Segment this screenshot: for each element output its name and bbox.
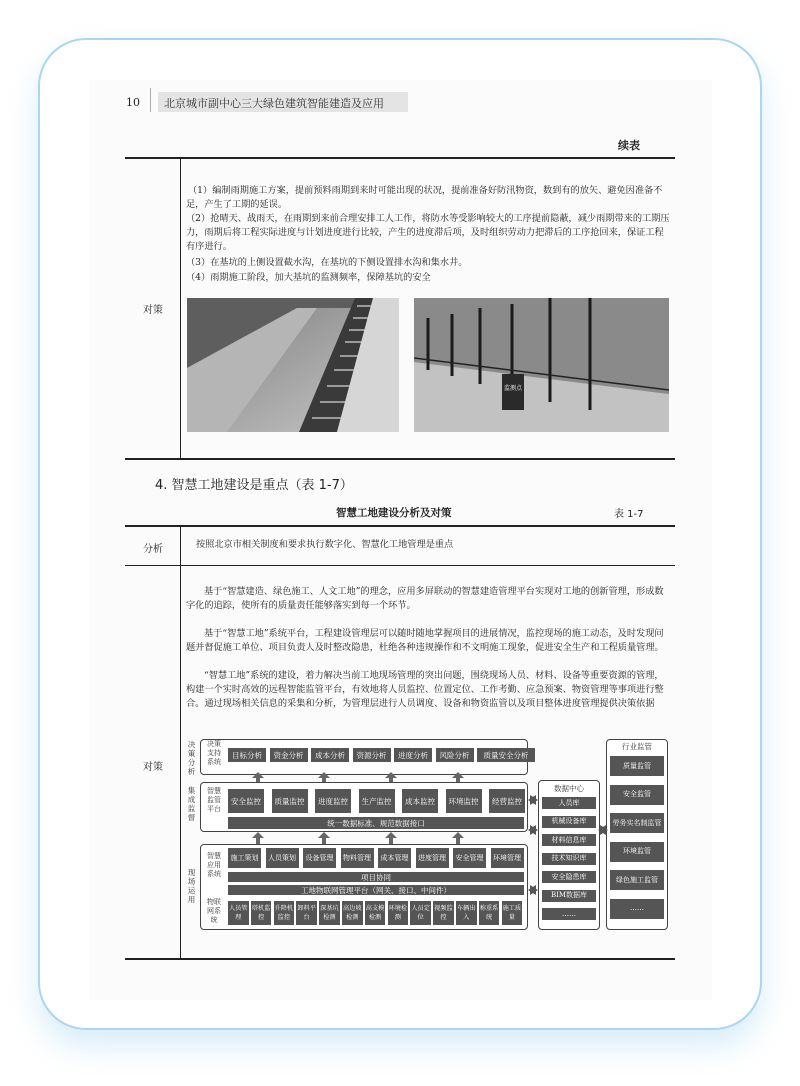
decision-item-1: 资金分析 [270,748,308,762]
iot-item-8: 人员定位 [410,901,431,925]
application-item-4: 成本管理 [378,848,411,868]
industry-item-3: 环境监管 [610,842,664,862]
data-center-item-3: 技术知识库 [542,853,596,865]
header-divider [150,88,151,112]
industry-item-0: 质量监管 [610,756,664,776]
table1-top-rule [125,157,675,159]
industry-item-2: 劳务实名制监管 [610,813,664,833]
application-item-0: 施工策划 [228,848,261,868]
table2-number: 表 1-7 [614,509,644,520]
decision-item-4: 进度分析 [394,748,432,762]
iot-item-4: 深基坑检测 [319,901,340,925]
integration-item-4: 成本监控 [402,789,438,813]
project-collaboration-bar: 项目协同 [228,872,524,882]
table1-column-rule [180,158,181,458]
decision-item-0: 目标分析 [228,748,266,762]
layer-site-side-label: 现场运用 [187,868,196,904]
decision-item-5: 风险分析 [436,748,474,762]
arrows-2-arrow-0 [252,832,264,844]
table1-para-2: （2）抢晴天、战雨天，在雨期到来前合理安排工人工作，将防水等受影响较大的工序提前隐蔽，减少雨期带来的工期压力，雨期后将工程实际进度与计划进度进行比较，产生的进度滞后项，及时组织劳动力把滞后的工序抢回来，保证工程有序进行。 [186,213,670,252]
running-header-title: 北京城市副中心三大绿色建筑智能建造及应用 [158,92,408,112]
arrows-2-arrow-2 [385,832,397,844]
integration-item-6: 经营监控 [489,789,525,813]
table2-title: 智慧工地建设分析及对策 [336,507,452,519]
drainage-trench-photo [187,298,399,432]
table1-para-1: （1）编制雨期施工方案，提前预料雨期到来时可能出现的状况，提前准备好防汛物资，数到有的放矢、避免因准备不足，产生了工期的延误。 [186,185,663,210]
section-heading: 4. 智慧工地建设是重点（表 1-7） [155,478,353,493]
smart-application-system-label: 智慧应用系统 [207,852,221,878]
application-item-7: 环境管理 [491,848,524,868]
table1-para-3: （3）在基坑的上侧设置截水沟，在基坑的下侧设置排水沟和集水井。 [186,257,468,268]
data-center-item-0: 人员库 [542,797,596,809]
arrows-2-arrow-3 [452,832,464,844]
iot-platform-bar: 工地物联网管理平台（网关、接口、中间件） [228,885,524,895]
analysis-text: 按照北京市相关制度和要求执行数字化、智慧化工地管理是重点 [196,539,454,550]
application-item-1: 人员策划 [266,848,299,868]
iot-item-2: 升降机监控 [274,901,295,925]
iot-item-0: 人员管理 [228,901,249,925]
application-item-6: 安全管理 [453,848,486,868]
measures-para-3: “智慧工地”系统的建设，着力解决当前工地现场管理的突出问题，围绕现场人员、材料、设备等重要资源的管理，构建一个实时高效的远程智能监管平台，有效地将人员监控、位置定位、工作考勤、应急预案、物资管理等事项进行整合。通过现场相关信息的采集和分析，为管理层进行人员调度、设备和物资监管以及项目整体进度管理提供决策依据 [186,670,664,709]
arrows-2-arrow-1 [318,832,330,844]
table2-top-rule [125,525,675,527]
integration-item-2: 进度监控 [315,789,351,813]
layer-decision-side-label: 决策分析 [187,740,196,776]
iot-item-6: 高支模检测 [365,901,386,925]
analysis-label: 分析 [143,544,163,555]
measures-para-1: 基于“智慧建造、绿色施工、人文工地”的理念，应用多屏联动的智慧建造管理平台实现对工地的创新管理，形成数字化的追踪，使所有的质量责任能够落实到每一个环节。 [186,586,664,611]
iot-system-label: 物联网系统 [207,898,221,924]
iot-item-3: 卸料平台 [296,901,317,925]
measures-para-2: 基于“智慧工地”系统平台，工程建设管理层可以随时随地掌握项目的进展情况，监控现场的施工动态，及时发现问题并督促施工单位、项目负责人及时整改隐患，杜绝各种违规操作和不文明施工现象，促进安全生产和工程质量管理。 [186,628,664,653]
integration-item-1: 质量监控 [272,789,308,813]
application-item-2: 设备管理 [303,848,336,868]
iot-item-11: 称重系统 [479,901,500,925]
data-standard-bar: 统一数据标准、规范数据接口 [228,817,524,829]
iot-item-7: 环境检测 [388,901,409,925]
integration-item-3: 生产监控 [359,789,395,813]
industry-item-5: …… [610,899,664,919]
industry-item-1: 安全监管 [610,785,664,805]
table2-column-rule [180,526,181,958]
industry-item-4: 绿色施工监管 [610,870,664,890]
application-item-3: 物料管理 [341,848,374,868]
table1-para-4: （4）雨期施工阶段，加大基坑的监测频率，保障基坑的安全 [186,272,431,283]
iot-item-9: 视频监控 [433,901,454,925]
decision-item-6: 质量安全分析 [477,748,535,762]
integration-item-0: 安全监控 [228,789,264,813]
iot-item-10: 车辆出入 [456,901,477,925]
data-center-title: 数据中心 [554,784,584,793]
continued-table-label: 续表 [618,139,640,152]
application-item-5: 进度管理 [416,848,449,868]
decision-item-2: 成本分析 [311,748,349,762]
monitoring-sign-text: 监测点 [503,385,523,392]
data-center-item-4: 安全隐患库 [542,871,596,883]
industry-supervision-title: 行业监管 [622,742,652,751]
data-center-item-2: 材料信息库 [542,834,596,846]
decision-item-3: 资源分析 [353,748,391,762]
iot-item-12: 施工质量 [502,901,523,925]
table2-bottom-rule [125,958,675,960]
table1-row-label: 对策 [143,305,163,316]
decision-support-system-label: 决策支持系统 [207,740,221,766]
layer-integration-side-label: 集成监督 [187,786,196,822]
measures-label: 对策 [143,762,163,773]
monitoring-fence-photo [414,298,669,432]
table2-row-rule [125,565,675,566]
integration-item-5: 环境监控 [446,789,482,813]
table1-bottom-rule [125,458,675,460]
data-center-item-5: BIM数据库 [542,890,596,902]
data-center-item-1: 机械设备库 [542,816,596,828]
data-center-item-6: …… [542,908,596,920]
connector-arrows [526,790,610,910]
smart-supervision-platform-label: 智慧监管平台 [207,787,221,813]
page-number: 10 [126,96,140,109]
iot-item-1: 塔机监控 [251,901,272,925]
iot-item-5: 高边坡检测 [342,901,363,925]
